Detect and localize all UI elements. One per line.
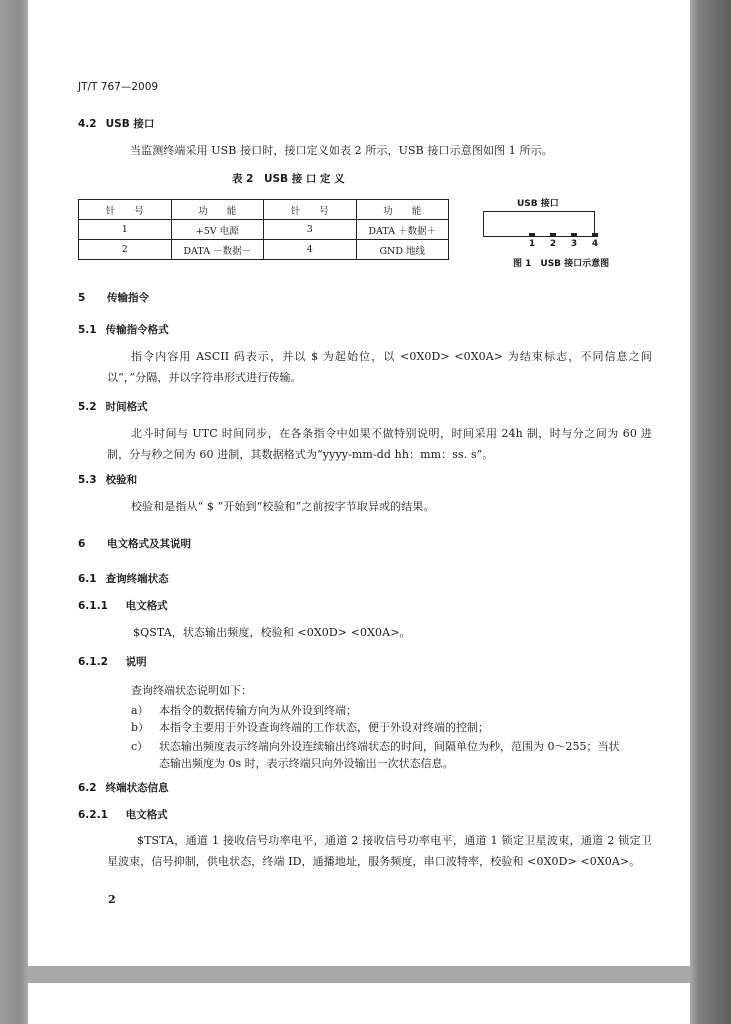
table-row	[79, 240, 449, 260]
section-5-3-heading	[78, 473, 137, 487]
table-cell: +5V 电源	[171, 220, 264, 240]
list-marker: c）	[131, 740, 149, 753]
table-cell: DATA ＋数据＋	[356, 220, 449, 240]
section-4-2-body: 当监测终端采用 USB 接口时，接口定义如表 2 所示，USB 接口示意图如图 1 所示。	[130, 144, 553, 157]
column-header: 功 能	[171, 200, 264, 220]
section-5-heading	[78, 291, 149, 305]
section-number: 6.2	[78, 782, 97, 794]
usb-pin-2	[550, 233, 556, 237]
list-text: 本指令主要用于外设查询终端的工作状态，便于外设对终端的控制；	[159, 721, 489, 734]
list-marker: a）	[131, 704, 149, 717]
list-text: 状态输出频度表示终端向外设连续输出终端状态的时间，间隔单位为秒，范围为 0～255；当状	[159, 740, 620, 753]
section-5-2-heading	[78, 400, 148, 414]
column-header: 功 能	[356, 200, 449, 220]
section-6-2-1-heading	[78, 808, 168, 822]
table-cell: 2	[79, 240, 172, 260]
section-5-1-body: 指令内容用 ASCII 码表示，并以 $ 为起始位，以 <0X0D> <0X0A> 为结束标志，不同信息之间以“，”分隔，并以字符串形式进行传输。	[107, 350, 652, 384]
section-5-1-heading	[78, 323, 169, 337]
section-6-heading	[78, 537, 191, 551]
table-row	[79, 220, 449, 240]
section-number: 6.1	[78, 573, 97, 585]
section-6-1-1-heading	[78, 599, 168, 613]
section-number: 5.1	[78, 324, 97, 336]
section-6-2-heading	[78, 781, 169, 795]
section-6-1-2-heading	[78, 655, 147, 669]
table-cell: 3	[264, 220, 357, 240]
section-title: 时间格式	[105, 401, 148, 413]
section-number: 5	[78, 292, 86, 304]
standard-code: JT/T 767—2009	[78, 81, 159, 93]
section-5-2-body: 北斗时间与 UTC 时间同步，在各条指令中如果不做特别说明，时间采用 24h 制，时与分之间为 60 进制，分与秒之间为 60 进制，其数据格式为“yyyy-mm-dd hh：mm：ss. s”。	[107, 427, 652, 461]
page-number: 2	[108, 893, 116, 906]
usb-interface-table	[78, 199, 449, 260]
table-cell: DATA －数据－	[171, 240, 264, 260]
section-number: 5.2	[78, 401, 97, 413]
section-title: 传输指令格式	[105, 324, 169, 336]
figure-1-caption: 图 1 USB 接口示意图	[513, 259, 610, 269]
list-item-continuation	[159, 757, 454, 771]
section-number: 6	[78, 538, 86, 550]
section-6-1-heading	[78, 572, 169, 586]
section-title: 传输指令	[107, 292, 149, 304]
pin-number: 3	[570, 239, 578, 249]
table-header-row	[79, 200, 449, 220]
list-text: 本指令的数据传输方向为从外设到终端；	[159, 704, 357, 717]
section-6-1-2-intro: 查询终端状态说明如下：	[131, 684, 252, 697]
section-title: 电文格式	[125, 600, 168, 612]
table-cell: GND 地线	[356, 240, 449, 260]
section-title: 电文格式及其说明	[107, 538, 191, 550]
section-title: 终端状态信息	[105, 782, 169, 794]
next-page-edge	[28, 983, 690, 1024]
usb-pin-4	[592, 233, 598, 237]
section-title: 校验和	[105, 474, 138, 486]
section-title: USB 接口	[105, 118, 155, 130]
usb-pin-3	[571, 233, 577, 237]
list-marker: b）	[131, 721, 150, 734]
section-title: 电文格式	[125, 809, 168, 821]
table-cell: 4	[264, 240, 357, 260]
usb-figure-label: USB 接口	[517, 199, 559, 209]
table-2-caption: 表 2 USB 接 口 定 义	[232, 173, 345, 185]
pin-number: 4	[591, 239, 599, 249]
section-number: 4.2	[78, 118, 97, 130]
list-text: 态输出频度为 0s 时，表示终端只向外设输出一次状态信息。	[159, 757, 454, 770]
section-6-1-1-body: $QSTA，状态输出频度，校验和 <0X0D> <0X0A>。	[133, 626, 411, 639]
section-6-2-1-body: $TSTA，通道 1 接收信号功率电平，通道 2 接收信号功率电平，通道 1 锁定卫星波束，通道 2 锁定卫星波束，信号抑制，供电状态，终端 ID，通播地址，服务频度，串口波特率，校验和 <0X0D> <0X0A>。	[107, 834, 652, 868]
usb-connector-diagram	[483, 211, 595, 237]
list-item	[131, 721, 489, 735]
pin-number: 2	[549, 239, 557, 249]
usb-pin-1	[529, 233, 535, 237]
section-number: 6.2.1	[78, 809, 108, 821]
pin-number: 1	[528, 239, 536, 249]
section-title: 说明	[125, 656, 147, 668]
column-header: 针 号	[264, 200, 357, 220]
section-number: 6.1.1	[78, 600, 108, 612]
list-item	[131, 740, 620, 754]
section-number: 5.3	[78, 474, 97, 486]
section-number: 6.1.2	[78, 656, 108, 668]
column-header: 针 号	[79, 200, 172, 220]
section-5-3-body: 校验和是指从“ $ ”开始到“校验和”之前按字节取异或的结果。	[131, 500, 435, 513]
list-item	[131, 704, 357, 718]
section-4-2-heading	[78, 117, 154, 131]
table-cell: 1	[79, 220, 172, 240]
section-title: 查询终端状态	[105, 573, 169, 585]
